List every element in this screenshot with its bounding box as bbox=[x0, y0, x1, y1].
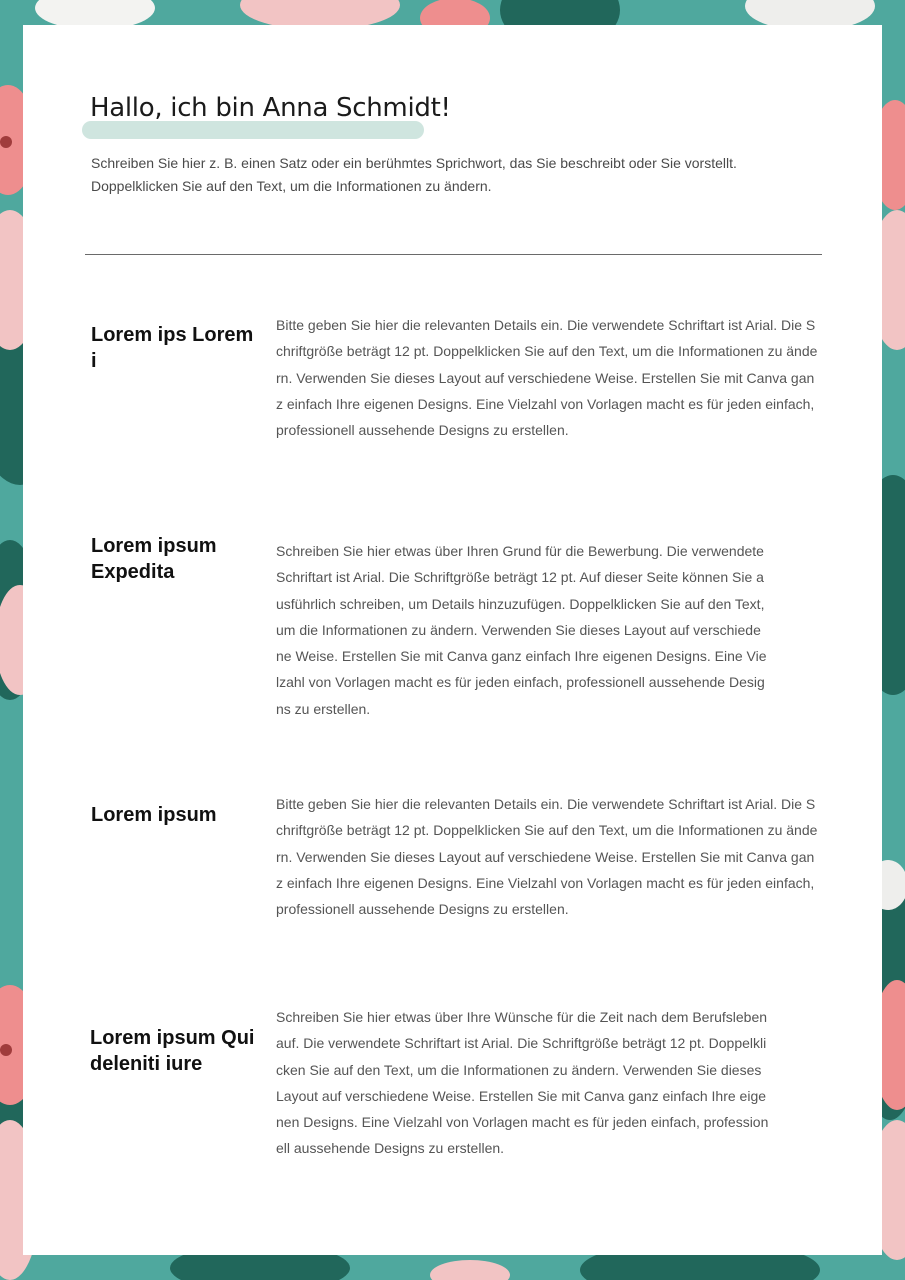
title-highlight bbox=[82, 121, 424, 139]
section-4-title[interactable]: Lorem ipsum Qui deleniti iure bbox=[90, 1027, 255, 1075]
intro-text[interactable]: Schreiben Sie hier z. B. einen Satz oder ein berühmtes Sprichwort, das Sie beschreibt oder Sie vorstellt. Doppelklicken Sie auf den Text, um die Informationen zu ändern. bbox=[91, 155, 737, 194]
title-block bbox=[90, 93, 451, 123]
page-title[interactable]: Hallo, ich bin Anna Schmidt! bbox=[90, 93, 451, 123]
section-2-title[interactable]: Lorem ipsum Expedita bbox=[91, 535, 217, 583]
divider-line bbox=[85, 254, 822, 255]
section-3-body[interactable]: Bitte geben Sie hier die relevanten Details ein. Die verwendete Schriftart ist Arial. Die Schriftgröße beträgt 12 pt. Doppelklicken Sie auf den Text, um die Informationen zu ändern. Verwenden Sie dieses Layout auf verschiedene Weise. Erstellen Sie mit Canva ganz einfach Ihre eigenen Designs. Eine Vielzahl von Vorlagen macht es für jeden einfach, professionell aussehende Designs zu erstellen. bbox=[276, 796, 818, 918]
section-2-body[interactable]: Schreiben Sie hier etwas über Ihren Grund für die Bewerbung. Die verwendete Schriftart ist Arial. Die Schriftgröße beträgt 12 pt. Auf dieser Seite können Sie ausführlich schreiben, um Details hinzuzufügen. Doppelklicken Sie auf den Text, um die Informationen zu ändern. Verwenden Sie dieses Layout auf verschiedene Weise. Erstellen Sie mit Canva ganz einfach Ihre eigenen Designs. Eine Vielzahl von Vorlagen macht es für jeden einfach, professionell aussehende Designs zu erstellen. bbox=[276, 543, 767, 717]
section-4-body[interactable]: Schreiben Sie hier etwas über Ihre Wünsche für die Zeit nach dem Berufsleben auf. Die verwendete Schriftart ist Arial. Die Schriftgröße beträgt 12 pt. Doppelklicken Sie auf den Text, um die Informationen zu ändern. Verwenden Sie dieses Layout auf verschiedene Weise. Erstellen Sie mit Canva ganz einfach Ihre eigenen Designs. Eine Vielzahl von Vorlagen macht es für jeden einfach, professionell aussehende Designs zu erstellen. bbox=[276, 1009, 769, 1157]
section-1-body[interactable]: Bitte geben Sie hier die relevanten Details ein. Die verwendete Schriftart ist Arial. Die Schriftgröße beträgt 12 pt. Doppelklicken Sie auf den Text, um die Informationen zu ändern. Verwenden Sie dieses Layout auf verschiedene Weise. Erstellen Sie mit Canva ganz einfach Ihre eigenen Designs. Eine Vielzahl von Vorlagen macht es für jeden einfach, professionell aussehende Designs zu erstellen. bbox=[276, 317, 818, 439]
section-1-title[interactable]: Lorem ips Lorem i bbox=[91, 324, 254, 372]
document-page bbox=[23, 25, 882, 1255]
section-3-title[interactable]: Lorem ipsum bbox=[91, 804, 217, 826]
